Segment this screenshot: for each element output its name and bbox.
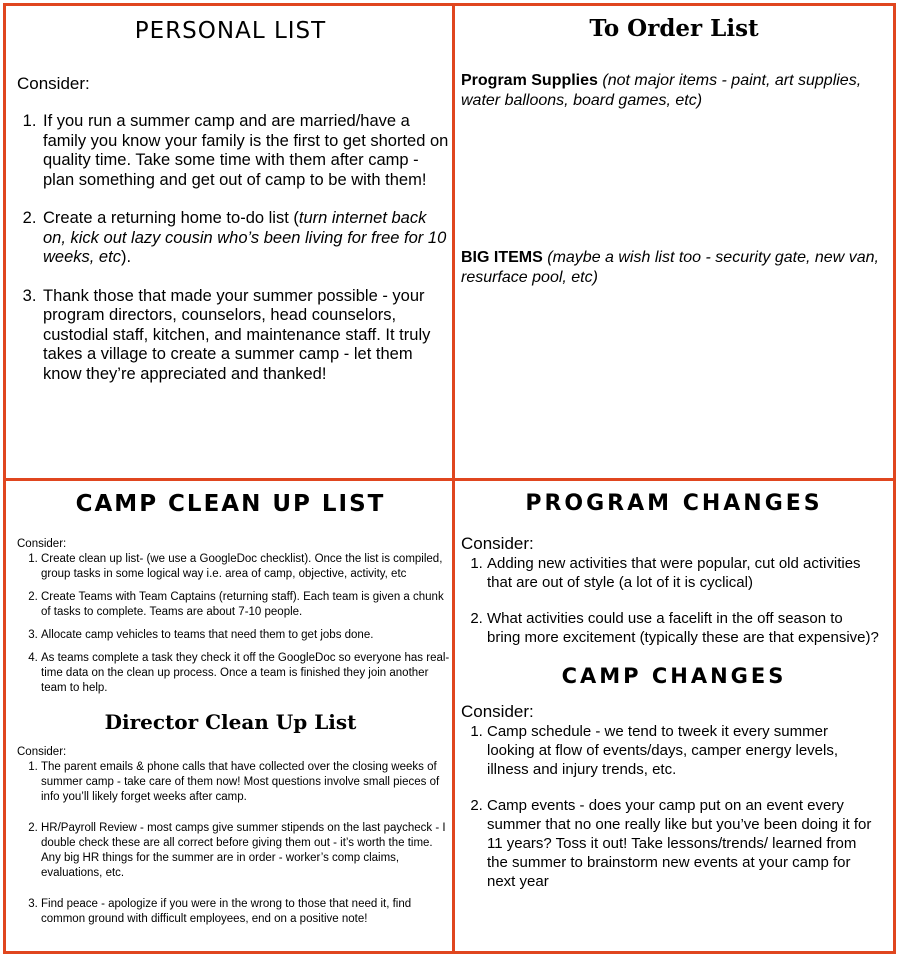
personal-list [9,112,452,384]
director-clean-up-title: Director Clean Up List [104,710,357,734]
personal-consider-label: Consider: [17,74,90,93]
program-changes-panel [455,481,893,951]
to-order-title: To Order List [589,15,759,42]
list-item: 3. Allocate camp vehicles to teams that need them to get jobs done. [41,628,452,643]
list-item: 1. Adding new activities that were popular, cut old activities that are out of style (a lot of it is cyclical) [487,554,879,592]
list-item: 2. Create Teams with Team Captains (returning staff). Each team is given a chunk of tasks to complete. Teams are about 7-10 people. [41,590,452,620]
list-item: 2. HR/Payroll Review - most camps give summer stipends on the last paycheck - I double check these are all correct before giving them out - it’s worth the time. Any big HR things for the summer are in order - worker’s comp claims, evaluations, etc. [41,821,452,881]
big-items-note: (maybe a wish list too - security gate, new van, resurface pool, etc) [461,249,879,286]
program-consider-label: Consider: [461,534,534,553]
program-supplies-note: (not major items - paint, art supplies, water balloons, board games, etc) [461,72,862,109]
item-text: Create a returning home to-do list ( [43,209,299,227]
program-supplies-section [461,71,879,111]
list-item: 2. Camp events - does your camp put on an event every summer that no one really like but you’ve been doing it for 11 years? Toss it out! Take lessons/trends/ learned from the summer to brainstorm new events at your camp for next year [487,796,879,891]
personal-list-panel [9,6,452,478]
list-item: 3. Find peace - apologize if you were in the wrong to those that need it, find common ground with difficult employees, end on a positive note! [41,897,452,927]
camp-changes-title: CAMP CHANGES [561,664,787,688]
item-text: ). [120,248,132,266]
list-item: 3. Thank those that made your summer possible - your program directors, counselors, head counselors, custodial staff, kitchen, and maintenance staff. It truly takes a village to create a summer camp - let them know they’re appreciated and thanked! [41,287,452,385]
four-panel-grid [3,3,896,954]
list-item: 1. Create clean up list- (we use a GoogleDoc checklist). Once the list is compiled, group tasks in some logical way i.e. area of camp, objective, activity, etc [41,552,452,582]
list-item: 1. The parent emails & phone calls that have collected over the closing weeks of summer camp - take care of them now! Most questions involve small pieces of info you’ll likely forget weeks after camp. [41,760,452,805]
program-changes-title: PROGRAM CHANGES [525,491,823,516]
cleanup-consider-label: Consider: [17,538,67,550]
camp-clean-up-title: CAMP CLEAN UP LIST [75,491,386,517]
program-list [455,554,879,647]
director-consider-label: Consider: [17,746,67,758]
camp-clean-up-panel [9,481,452,951]
big-items-label: BIG ITEMS [461,249,543,266]
personal-list-title: PERSONAL LIST [134,18,327,44]
director-list [9,760,452,927]
camp-consider-label: Consider: [461,702,534,721]
to-order-panel [455,6,893,478]
list-item [41,209,452,268]
camp-changes-list [455,722,879,891]
list-item: 4. As teams complete a task they check it off the GoogleDoc so everyone has real-time data on the clean up process. Once a team is finished they join another team to help. [41,651,452,696]
list-item: 2. What activities could use a facelift in the off season to bring more excitement (typically these are that expensive)? [487,609,879,647]
item-italic-text: turn internet back on, kick out lazy cousin who’s been living for free for 10 weeks, etc [43,209,447,266]
program-supplies-label: Program Supplies [461,72,598,89]
list-item: 1. Camp schedule - we tend to tweek it every summer looking at flow of events/days, camper energy levels, illness and injury trends, etc. [487,722,879,779]
cleanup-list [9,552,452,696]
big-items-section [461,248,879,288]
list-item: 1. If you run a summer camp and are married/have a family you know your family is the first to get shorted on quality time. Take some time with them after camp - plan something and get out of camp to be with them! [41,112,452,190]
